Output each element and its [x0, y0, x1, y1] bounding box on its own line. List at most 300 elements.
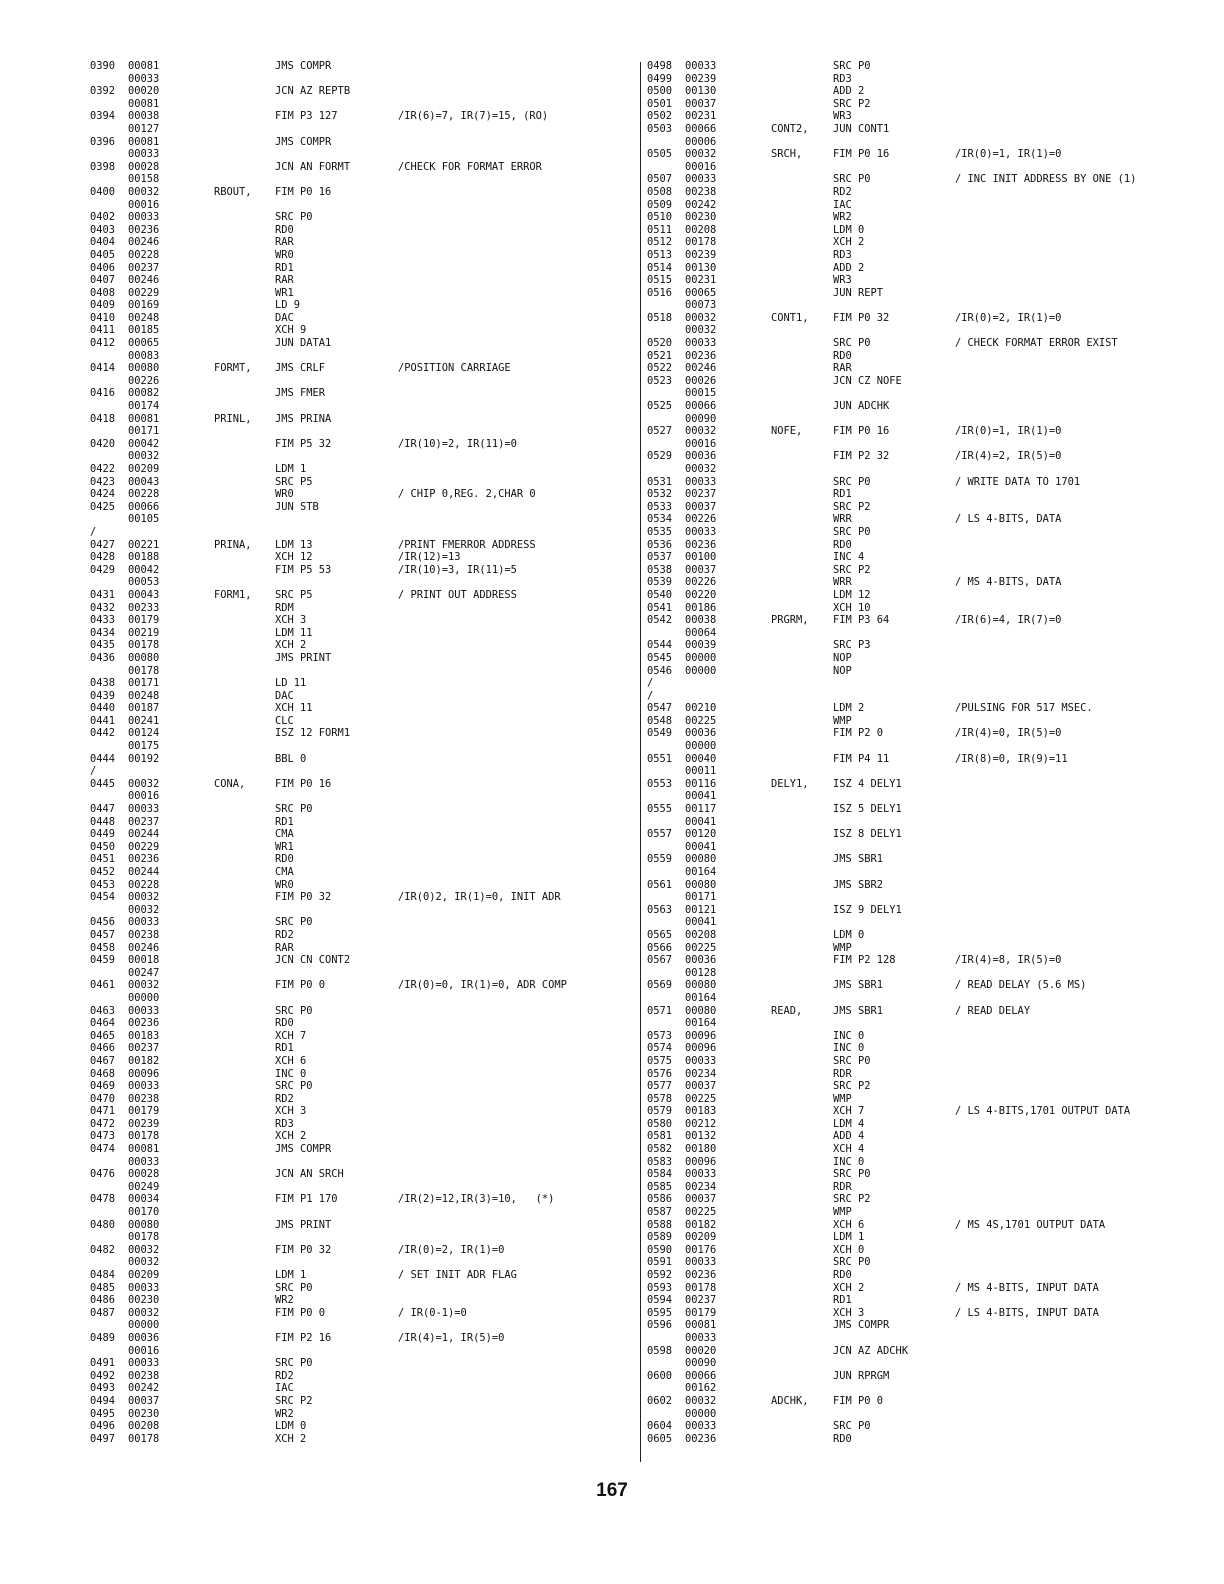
- octal-code: 00130: [685, 85, 717, 98]
- line-number: 0390: [90, 60, 116, 72]
- code-line: [647, 262, 1207, 275]
- code-line: [647, 1282, 1207, 1295]
- octal-code: 00096: [685, 1155, 717, 1168]
- code-line: [90, 60, 630, 73]
- code-line: [90, 1307, 630, 1320]
- octal-code: 00011: [685, 765, 717, 778]
- octal-code: 00220: [685, 588, 717, 601]
- comment: /IR(4)=2, IR(5)=0: [955, 450, 1062, 463]
- code-line: [90, 425, 630, 438]
- line-number: 0473: [90, 1130, 116, 1143]
- code-line: [90, 148, 630, 161]
- line-number: 0588: [647, 1218, 673, 1231]
- code-line: [90, 413, 630, 426]
- instruction: SRC P0: [833, 525, 871, 538]
- code-line: [90, 501, 630, 514]
- octal-code: 00018: [128, 954, 160, 967]
- code-line: [647, 1420, 1207, 1433]
- instruction: WMP: [833, 1092, 852, 1105]
- octal-code: 00082: [128, 387, 160, 400]
- code-line: [90, 665, 630, 678]
- comment: / READ DELAY: [955, 1004, 1031, 1017]
- code-line: [647, 274, 1207, 287]
- line-number: 0493: [90, 1382, 116, 1395]
- code-line: [647, 1030, 1207, 1043]
- code-line: [90, 211, 630, 224]
- line-number: 0435: [90, 639, 116, 652]
- octal-code: 00066: [685, 1369, 717, 1382]
- instruction: WR2: [275, 1294, 294, 1307]
- line-number: 0514: [647, 261, 673, 274]
- line-number: 0416: [90, 387, 116, 400]
- instruction: RD1: [275, 261, 294, 274]
- line-number: 0513: [647, 248, 673, 261]
- instruction: JMS PRINT: [275, 651, 332, 664]
- code-line: [90, 1143, 630, 1156]
- instruction: JMS SBR2: [833, 878, 884, 891]
- comment: /POSITION CARRIAGE: [398, 362, 511, 375]
- octal-code: 00032: [128, 891, 160, 904]
- code-line: [90, 1408, 630, 1421]
- comment: /IR(0)=2, IR(1)=0: [398, 1243, 505, 1256]
- octal-code: 00236: [685, 538, 717, 551]
- instruction: NOP: [833, 664, 852, 677]
- code-line: [90, 1130, 630, 1143]
- comment: / LS 4-BITS,1701 OUTPUT DATA: [955, 1105, 1131, 1118]
- code-line: [90, 866, 630, 879]
- line-number: 0453: [90, 878, 116, 891]
- octal-code: 00179: [128, 614, 160, 627]
- code-line: [647, 866, 1207, 879]
- instruction: RD2: [275, 928, 294, 941]
- octal-code: 00164: [685, 991, 717, 1004]
- code-line: [90, 816, 630, 829]
- line-number: 0489: [90, 1331, 116, 1344]
- instruction: LDM 1: [275, 463, 307, 475]
- code-line: [647, 362, 1207, 375]
- instruction: WR1: [275, 286, 294, 299]
- octal-code: 00040: [685, 752, 717, 765]
- line-number: 0512: [647, 236, 673, 249]
- code-line: [90, 1168, 630, 1181]
- instruction: XCH 2: [275, 639, 307, 652]
- instruction: RD0: [275, 223, 294, 236]
- octal-code: 00171: [128, 677, 160, 690]
- instruction: SRC P0: [275, 1357, 313, 1370]
- line-number: 0579: [647, 1105, 673, 1118]
- octal-code: 00230: [128, 1407, 160, 1420]
- line-number: 0563: [647, 903, 673, 916]
- instruction: XCH 3: [275, 614, 307, 627]
- instruction: JUN RPRGM: [833, 1369, 890, 1382]
- code-line: [90, 1005, 630, 1018]
- instruction: ISZ 12 FORM1: [275, 727, 351, 740]
- octal-code: 00033: [128, 1357, 160, 1370]
- instruction: JMS COMPR: [833, 1319, 890, 1332]
- instruction: DAC: [275, 689, 294, 702]
- octal-code: 00237: [128, 261, 160, 274]
- code-line: [90, 362, 630, 375]
- code-line: [90, 954, 630, 967]
- line-number: 0459: [90, 954, 116, 967]
- instruction: SRC P2: [833, 1193, 871, 1206]
- octal-code: 00065: [685, 286, 717, 299]
- line-number: 0461: [90, 979, 116, 992]
- instruction: XCH 2: [833, 1281, 865, 1294]
- line-number: 0535: [647, 525, 673, 538]
- label: CONT2,: [771, 122, 809, 135]
- instruction: FIM P0 16: [275, 777, 332, 790]
- line-number: 0439: [90, 689, 116, 702]
- line-number: 0454: [90, 891, 116, 904]
- code-line: [90, 98, 630, 111]
- line-number: 0409: [90, 299, 116, 312]
- instruction: RAR: [275, 274, 294, 287]
- octal-code: 00246: [685, 362, 717, 375]
- instruction: RDM: [275, 601, 294, 614]
- instruction: SRC P2: [833, 500, 871, 513]
- octal-code: 00246: [128, 274, 160, 287]
- line-number: 0476: [90, 1168, 116, 1181]
- instruction: WMP: [833, 941, 852, 954]
- instruction: XCH 6: [275, 1054, 307, 1067]
- instruction: WR0: [275, 878, 294, 891]
- comment: /IR(0)=2, IR(1)=0: [955, 311, 1062, 324]
- line-number: 0491: [90, 1357, 116, 1370]
- code-line: [647, 1118, 1207, 1131]
- code-line: [90, 602, 630, 615]
- code-line: [647, 1294, 1207, 1307]
- octal-code: 00090: [685, 1357, 717, 1370]
- code-line: [90, 513, 630, 526]
- octal-code: 00066: [685, 122, 717, 135]
- code-line: [647, 551, 1207, 564]
- line-number: 0521: [647, 349, 673, 362]
- octal-code: 00237: [128, 815, 160, 828]
- line-number: 0548: [647, 714, 673, 727]
- code-line: [647, 110, 1207, 123]
- line-number: /: [647, 689, 654, 702]
- code-line: [647, 1319, 1207, 1332]
- code-line: [90, 123, 630, 136]
- instruction: JMS FMER: [275, 387, 326, 400]
- octal-code: 00032: [128, 450, 160, 463]
- code-line: [90, 589, 630, 602]
- line-number: 0496: [90, 1420, 116, 1433]
- code-line: [647, 765, 1207, 778]
- instruction: WMP: [833, 1206, 852, 1219]
- instruction: XCH 4: [833, 1143, 865, 1156]
- octal-code: 00209: [685, 1231, 717, 1244]
- line-number: 0408: [90, 286, 116, 299]
- octal-code: 00033: [685, 475, 717, 488]
- code-line: [90, 979, 630, 992]
- line-number: 0557: [647, 828, 673, 841]
- line-number: 0458: [90, 941, 116, 954]
- line-number: 0566: [647, 941, 673, 954]
- code-line: [90, 652, 630, 665]
- octal-code: 00188: [128, 551, 160, 564]
- code-line: [647, 299, 1207, 312]
- instruction: RAR: [275, 236, 294, 249]
- instruction: FIM P3 64: [833, 614, 890, 627]
- code-line: [647, 1382, 1207, 1395]
- octal-code: 00034: [128, 1193, 160, 1206]
- octal-code: 00183: [128, 1029, 160, 1042]
- octal-code: 00178: [128, 639, 160, 652]
- code-line: [90, 639, 630, 652]
- octal-code: 00041: [685, 916, 717, 929]
- line-number: 0487: [90, 1306, 116, 1319]
- code-line: [90, 387, 630, 400]
- octal-code: 00244: [128, 866, 160, 878]
- line-number: 0602: [647, 1394, 673, 1407]
- code-line: [647, 224, 1207, 237]
- line-number: 0485: [90, 1281, 116, 1294]
- line-number: 0520: [647, 337, 673, 350]
- octal-code: 00081: [128, 97, 160, 110]
- line-number: 0561: [647, 878, 673, 891]
- line-number: 0410: [90, 311, 116, 324]
- instruction: CMA: [275, 828, 294, 841]
- instruction: RAR: [833, 362, 852, 375]
- instruction: RD3: [275, 1117, 294, 1130]
- comment: / CHIP 0,REG. 2,CHAR 0: [398, 488, 536, 501]
- octal-code: 00032: [685, 311, 717, 324]
- octal-code: 00210: [685, 702, 717, 715]
- instruction: JMS CRLF: [275, 362, 326, 375]
- octal-code: 00162: [685, 1382, 717, 1395]
- code-line: [90, 853, 630, 866]
- octal-code: 00037: [685, 563, 717, 576]
- comment: /IR(4)=0, IR(5)=0: [955, 727, 1062, 740]
- instruction: RD2: [275, 1369, 294, 1382]
- instruction: XCH 2: [833, 236, 865, 249]
- instruction: LDM 0: [833, 223, 865, 236]
- instruction: INC 0: [833, 1042, 865, 1055]
- code-line: [647, 123, 1207, 136]
- octal-code: 00042: [128, 563, 160, 576]
- code-line: [90, 1080, 630, 1093]
- code-line: [647, 690, 1207, 703]
- octal-code: 00121: [685, 903, 717, 916]
- line-number: 0468: [90, 1067, 116, 1080]
- octal-code: 00186: [685, 601, 717, 614]
- instruction: LDM 2: [833, 702, 865, 715]
- comment: / INC INIT ADDRESS BY ONE (1): [955, 173, 1137, 186]
- code-line: [647, 1156, 1207, 1169]
- code-line: [647, 375, 1207, 388]
- line-number: /: [90, 525, 97, 538]
- octal-code: 00242: [685, 198, 717, 211]
- line-number: 0581: [647, 1130, 673, 1143]
- code-line: [647, 639, 1207, 652]
- code-line: [90, 828, 630, 841]
- line-number: 0396: [90, 135, 116, 148]
- comment: /IR(12)=13: [398, 551, 461, 564]
- instruction: XCH 7: [275, 1029, 307, 1042]
- comment: / SET INIT ADR FLAG: [398, 1269, 517, 1281]
- label: DELY1,: [771, 777, 809, 790]
- octal-code: 00221: [128, 538, 160, 551]
- line-number: 0553: [647, 777, 673, 790]
- instruction: FIM P0 16: [833, 425, 890, 438]
- octal-code: 00032: [128, 1243, 160, 1256]
- code-line: [647, 1143, 1207, 1156]
- code-line: [647, 954, 1207, 967]
- code-line: [647, 816, 1207, 829]
- comment: /IR(0)=1, IR(1)=0: [955, 425, 1062, 438]
- code-line: [90, 375, 630, 388]
- line-number: 0495: [90, 1407, 116, 1420]
- octal-code: 00080: [685, 979, 717, 992]
- octal-code: 00127: [128, 122, 160, 135]
- octal-code: 00116: [685, 777, 717, 790]
- instruction: FIM P0 0: [275, 979, 326, 992]
- line-number: 0406: [90, 261, 116, 274]
- code-line: [647, 740, 1207, 753]
- line-number: 0450: [90, 840, 116, 853]
- code-line: [90, 85, 630, 98]
- code-line: [647, 1244, 1207, 1257]
- instruction: INC 0: [833, 1029, 865, 1042]
- octal-code: 00180: [685, 1143, 717, 1156]
- instruction: SRC P0: [275, 803, 313, 816]
- code-line: [647, 350, 1207, 363]
- octal-code: 00120: [685, 828, 717, 841]
- octal-code: 00039: [685, 639, 717, 652]
- instruction: RAR: [275, 941, 294, 954]
- octal-code: 00228: [128, 488, 160, 501]
- octal-code: 00192: [128, 752, 160, 765]
- code-line: [647, 1408, 1207, 1421]
- instruction: FIM P2 0: [833, 727, 884, 740]
- page-number: 167: [596, 1480, 628, 1501]
- label: PRINA,: [214, 538, 252, 551]
- instruction: SRC P0: [833, 337, 871, 350]
- code-line: [90, 790, 630, 803]
- label: FORM1,: [214, 588, 252, 601]
- code-line: [647, 702, 1207, 715]
- octal-code: 00033: [685, 173, 717, 186]
- line-number: 0515: [647, 274, 673, 287]
- comment: /IR(10)=3, IR(11)=5: [398, 563, 517, 576]
- octal-code: 00238: [128, 928, 160, 941]
- code-line: [647, 1256, 1207, 1269]
- instruction: ISZ 5 DELY1: [833, 803, 902, 816]
- octal-code: 00028: [128, 1168, 160, 1181]
- instruction: FIM P0 0: [833, 1394, 884, 1407]
- instruction: JCN CZ NOFE: [833, 374, 902, 387]
- line-number: 0586: [647, 1193, 673, 1206]
- code-line: [647, 173, 1207, 186]
- instruction: WR1: [275, 840, 294, 853]
- instruction: BBL 0: [275, 752, 307, 765]
- octal-code: 00236: [128, 1017, 160, 1030]
- octal-code: 00234: [685, 1180, 717, 1193]
- comment: /IR(0)2, IR(1)=0, INIT ADR: [398, 891, 561, 904]
- code-line: [90, 627, 630, 640]
- code-line: [90, 136, 630, 149]
- comment: /IR(4)=1, IR(5)=0: [398, 1331, 505, 1344]
- line-number: 0593: [647, 1281, 673, 1294]
- octal-code: 00016: [685, 160, 717, 173]
- octal-code: 00073: [685, 299, 717, 312]
- code-line: [90, 1269, 630, 1282]
- octal-code: 00231: [685, 110, 717, 123]
- instruction: LDM 0: [833, 928, 865, 941]
- instruction: JCN CN CONT2: [275, 954, 351, 967]
- octal-code: 00033: [685, 337, 717, 350]
- instruction: LDM 4: [833, 1117, 865, 1130]
- line-number: 0531: [647, 475, 673, 488]
- instruction: LD 11: [275, 677, 307, 690]
- instruction: JMS COMPR: [275, 1143, 332, 1156]
- code-line: [90, 1244, 630, 1257]
- instruction: SRC P0: [275, 1080, 313, 1093]
- code-line: [647, 539, 1207, 552]
- instruction: WR3: [833, 110, 852, 123]
- line-number: 0571: [647, 1004, 673, 1017]
- octal-code: 00234: [685, 1067, 717, 1080]
- octal-code: 00037: [685, 97, 717, 110]
- instruction: SRC P0: [833, 1256, 871, 1269]
- line-number: 0422: [90, 463, 116, 475]
- instruction: LDM 13: [275, 538, 313, 551]
- instruction: RD0: [275, 1017, 294, 1030]
- code-line: [90, 891, 630, 904]
- instruction: JMS SBR1: [833, 1004, 884, 1017]
- code-line: [90, 1105, 630, 1118]
- instruction: JUN CONT1: [833, 122, 890, 135]
- instruction: ISZ 8 DELY1: [833, 828, 902, 841]
- code-line: [90, 967, 630, 980]
- code-line: [90, 463, 630, 476]
- octal-code: 00244: [128, 828, 160, 841]
- line-number: 0492: [90, 1369, 116, 1382]
- code-line: [647, 790, 1207, 803]
- code-line: [90, 274, 630, 287]
- code-line: [90, 1395, 630, 1408]
- line-number: 0569: [647, 979, 673, 992]
- label: CONA,: [214, 777, 246, 790]
- line-number: 0414: [90, 362, 116, 375]
- octal-code: 00000: [128, 991, 160, 1004]
- line-number: 0486: [90, 1294, 116, 1307]
- instruction: JMS PRINA: [275, 412, 332, 425]
- instruction: ISZ 4 DELY1: [833, 777, 902, 790]
- octal-code: 00238: [685, 185, 717, 198]
- octal-code: 00033: [128, 211, 160, 224]
- instruction: LDM 0: [275, 1420, 307, 1433]
- line-number: 0518: [647, 311, 673, 324]
- code-line: [90, 299, 630, 312]
- line-number: 0532: [647, 488, 673, 501]
- octal-code: 00032: [128, 185, 160, 198]
- code-line: [647, 186, 1207, 199]
- line-number: 0418: [90, 412, 116, 425]
- code-line: [647, 1055, 1207, 1068]
- label: PRGRM,: [771, 614, 809, 627]
- instruction: SRC P0: [833, 60, 871, 72]
- listing-right-column: [647, 60, 1207, 1445]
- instruction: DAC: [275, 311, 294, 324]
- line-number: 0600: [647, 1369, 673, 1382]
- octal-code: 00080: [685, 878, 717, 891]
- code-line: [90, 199, 630, 212]
- octal-code: 00226: [128, 374, 160, 387]
- octal-code: 00239: [128, 1117, 160, 1130]
